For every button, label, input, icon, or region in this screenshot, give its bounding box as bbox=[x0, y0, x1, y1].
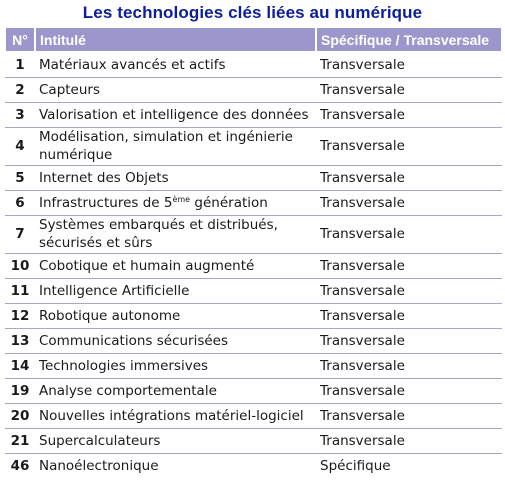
row-label: Matériaux avancés et actifs bbox=[35, 52, 316, 77]
row-label bbox=[35, 127, 316, 165]
row-type: Transversale bbox=[316, 328, 502, 353]
row-label: Nouvelles intégrations matériel-logiciel bbox=[35, 403, 316, 428]
row-number: 1 bbox=[5, 52, 35, 77]
row-label: Intelligence Artificielle bbox=[35, 278, 316, 303]
page-title: Les technologies clés liées au numérique bbox=[82, 3, 423, 22]
row-label-superscript: ème bbox=[172, 194, 191, 204]
row-type: Transversale bbox=[316, 102, 502, 127]
row-type: Transversale bbox=[316, 127, 502, 165]
row-type: Transversale bbox=[316, 77, 502, 102]
table-row bbox=[5, 165, 502, 190]
row-number: 14 bbox=[5, 353, 35, 378]
row-number: 46 bbox=[10, 457, 30, 474]
row-type: Transversale bbox=[316, 403, 502, 428]
row-label: Analyse comportementale bbox=[35, 378, 316, 403]
row-number: 21 bbox=[5, 428, 35, 453]
row-label-part: génération bbox=[190, 194, 268, 211]
table-row bbox=[5, 77, 502, 102]
row-label bbox=[35, 190, 316, 215]
row-number: 12 bbox=[5, 303, 35, 328]
row-type: Transversale bbox=[316, 378, 502, 403]
table-row bbox=[5, 303, 502, 328]
row-type: Transversale bbox=[316, 52, 502, 77]
table-row bbox=[5, 403, 502, 428]
row-type: Transversale bbox=[316, 190, 502, 215]
table-row bbox=[5, 453, 502, 478]
table-row bbox=[5, 278, 502, 303]
table-row bbox=[5, 52, 502, 77]
header-label: Intitulé bbox=[35, 27, 316, 52]
row-label: Capteurs bbox=[35, 77, 316, 102]
row-number: 3 bbox=[5, 102, 35, 127]
row-label bbox=[35, 215, 316, 253]
row-type: Spécifique bbox=[320, 457, 391, 474]
row-label: Nanoélectronique bbox=[39, 457, 159, 474]
table-row bbox=[5, 102, 502, 127]
row-label: Supercalculateurs bbox=[35, 428, 316, 453]
row-label-line: Modélisation, simulation et ingénierie bbox=[39, 129, 293, 145]
table-row bbox=[5, 127, 502, 165]
row-label: Internet des Objets bbox=[35, 165, 316, 190]
row-type: Transversale bbox=[316, 428, 502, 453]
header-number: N° bbox=[5, 27, 35, 52]
table-row bbox=[5, 428, 502, 453]
row-label: Robotique autonome bbox=[35, 303, 316, 328]
row-type: Transversale bbox=[316, 303, 502, 328]
row-type: Transversale bbox=[316, 165, 502, 190]
row-label-line: Systèmes embarqués et distribués, bbox=[39, 217, 278, 233]
row-label: Valorisation et intelligence des données bbox=[35, 102, 316, 127]
table-row bbox=[5, 190, 502, 215]
table-row bbox=[5, 215, 502, 253]
row-number: 11 bbox=[5, 278, 35, 303]
table-row bbox=[5, 378, 502, 403]
row-type: Transversale bbox=[316, 253, 502, 278]
row-label-line: sécurisés et sûrs bbox=[39, 235, 153, 251]
row-label: Communications sécurisées bbox=[35, 328, 316, 353]
row-type: Transversale bbox=[316, 353, 502, 378]
table-row bbox=[5, 353, 502, 378]
row-number: 5 bbox=[5, 165, 35, 190]
row-label-line: numérique bbox=[39, 147, 113, 163]
row-label: Cobotique et humain augmenté bbox=[35, 253, 316, 278]
table-row bbox=[5, 328, 502, 353]
row-label: Technologies immersives bbox=[35, 353, 316, 378]
table-row bbox=[5, 253, 502, 278]
technologies-table bbox=[4, 26, 503, 478]
row-number: 6 bbox=[5, 190, 35, 215]
row-number: 2 bbox=[5, 77, 35, 102]
row-type: Transversale bbox=[316, 278, 502, 303]
row-number: 13 bbox=[5, 328, 35, 353]
row-number: 10 bbox=[5, 253, 35, 278]
row-number: 19 bbox=[5, 378, 35, 403]
row-label-part: Infrastructures de 5 bbox=[39, 194, 173, 211]
table-header-row bbox=[5, 27, 502, 52]
header-type: Spécifique / Transversale bbox=[316, 27, 502, 52]
row-type: Transversale bbox=[316, 215, 502, 253]
row-number: 20 bbox=[5, 403, 35, 428]
row-number: 7 bbox=[5, 215, 35, 253]
row-number: 4 bbox=[5, 127, 35, 165]
